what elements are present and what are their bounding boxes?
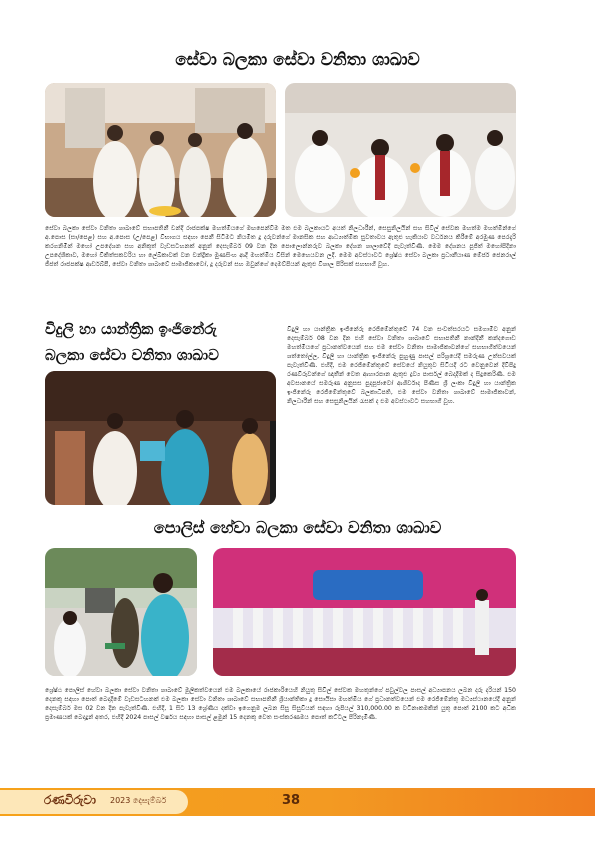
magazine-logo: රණවිරුවා — [44, 793, 96, 807]
issue-date: 2023 දෙසැම්බර් — [110, 796, 167, 805]
section-3-heading: පොලිස් හේවා බලකා සේවා වනිතා ශාඛාව — [153, 518, 442, 537]
section-2-body: විදුලි හා යාන්ත්‍රික ඉංජිනේරු රෙජිමේන්තුවේ 74 වන සංවත්සරයට සමගාමීව අනුන් දෙසැම්බර් 08 වන දින එහි සේවා වනිතා ශාඛාවේ සභාපතිනී නාන්දිනී කන්දගොඩ මහත්මියගේ ප්‍රධානත්වයෙන් සහ එම සේවා වනිතා සාමාජිකාවන්ගේ සහභාගීත්වයෙන් ශත්තෝල්ල, විදුලි හා යාන්ත්‍රික ඉංජිනේරු පුහුණු පාසල් පරිශ්‍රයේදී සමරුණ උත්සවයක් පැවැත්විණි. එහිදී, එම රෙජිමේන්තුවේ සේවයේ නියුතුව සිටියදී රට වෙනුවෙන් දිවිපිදු රණවිරුවන්ගේ ඥාතීන් වෙත ආහාරපාන ඇතුළු ද්‍රව්‍ය පාර්සල් බෙදාදීමක් ද සිදුකෙරිණි. එම අවසානයේ සමරුණ අනුසස පුදපූජාවෝ ආශිර්වාද පිණිස ශ්‍රී ලංකා විදුලි හා යාන්ත්‍රික ඉංජිනේරු රෙජිමේන්තුවේ බලකාධිපති, එම සේවා වනිතා ශාඛාවේ සාමාජිකාවන්, නිලධාරීන් සහ සෙසුනිලයින් රැසක් ද එම අවස්ථාවට සහභාගී වූහ. — [287, 326, 516, 405]
photo-students-group — [213, 548, 516, 676]
section-2-heading-line2: බලකා සේවා වනිතා ශාඛාව — [45, 346, 219, 364]
photo-parcel-distribution — [45, 371, 276, 505]
photo-schoolgirls-offering — [285, 83, 516, 217]
photo-ceremony-women-offering — [45, 83, 276, 217]
section-1-body: සේවා බලකා සේවා වනිතා ශාඛාවේ සභාපතිනී චන්දි රාජපක්ෂ මහත්මියගේ මඟපෙන්වීම මත එම බලකායට අයත් නිලධාරීන්, සෙසුනිලයින් සහ සිවිල් සේවක මහත්ම මහත්මීන්ගේ අ.පොස (සා/පෙළ) සහ අ.පොස (උ/පෙළ) විභාගය සඳහා පෙනී සිටීමට නියමිත දූ දරුවන්ගේ මානසික සහ ආධ්‍යාත්මික සුවතාවය ඇතුළු හැකියාව වර්ධනය කිරීමේ අරමුණ පෙරදැරි කරගනිමින් මහෝ උපදේශන සහ අනිකුත් වැඩසටහනක් අනුන් දෙසැම්බර් 09 වන දින පොලොන්නරුව බලකා දේශන ශාලාවේදී පැවැත්විණි. මෙම දේශනය පූජිත් මහෝපිදිනා උපදේශිකාව, මහෝ චිකිත්සකවරිය හා ලේඛිකාවක් වන චන්ද්‍රිකා මුණසිංහ ආදී මහත්මිය විසින් මෙහෙයවන ලදී. මෙම අවස්ථාවට ශ්‍රේෂ්ඨ සේවා බලකා ප්‍රධානීයාණ මේජර් ජෙනරාල් ජීජත් රාජපක්ෂ ආර්ඩබ්පී, සේවා වනිතා ශාඛාවේ සාමාජිකාවෝ, දූ දරුවන් සහ ඔවුන්ගේ දෙමව්පියන් ඇතුළු විශාල පිරිසක් සහභාගී වූහ. — [45, 225, 516, 268]
section-2-heading-line1: විදුලි හා යාන්ත්‍රික ඉංජිනේරු — [45, 320, 217, 338]
page-number: 38 — [282, 793, 301, 808]
section-3-body: ශ්‍රේෂ්ඨ පොලිස් හේවා බලකා සේවා වනිතා ශාඛාවේ මූලිකත්වයෙන් එම බලකායේ රාජකාරියෙහි නියුතු සිවිල් සේවක මහතුන්ගේ පවුල්වල පාසල් අධ්‍යාපනය ලබන දරු දරියන් 150 දෙනකු සඳහා පොත් බෙදාදීමේ වැඩසටහනක් එම බලකා සේවා වනිතා ශාඛාවේ සභාපතිනී ශ්‍රියාන්තිකා දූ සොයිසා මහත්මිය ගේ ප්‍රධානත්වයෙන් එම රෙජිමේන්තු මධ්‍යස්ථානයේදී අනුන් දෙසැම්බර් මස 02 වන දින පැවැත්විණි. එහිදී, 1 සිට 13 ශ්‍රේණිය දක්වා ඉගෙනුම ලබන සිසු සිසුවියන් සඳහා රුපියල් 310,000.00 ක වටිනාකමකින් යුතු පොත් 2100 කට අධික ප්‍රමාණයක් බෙදාදුන් අතර, එහිදී 2024 පාසල් වර්ෂය සඳහා පාසල් ළමුන් 15 දෙනකු වෙත සංස්කරණමය පොත් කට්ටල පිරිනැමිණි. — [45, 687, 516, 721]
photo-book-handover — [45, 548, 197, 676]
section-1-heading: සේවා බලකා සේවා වනිතා ශාඛාව — [175, 50, 420, 70]
